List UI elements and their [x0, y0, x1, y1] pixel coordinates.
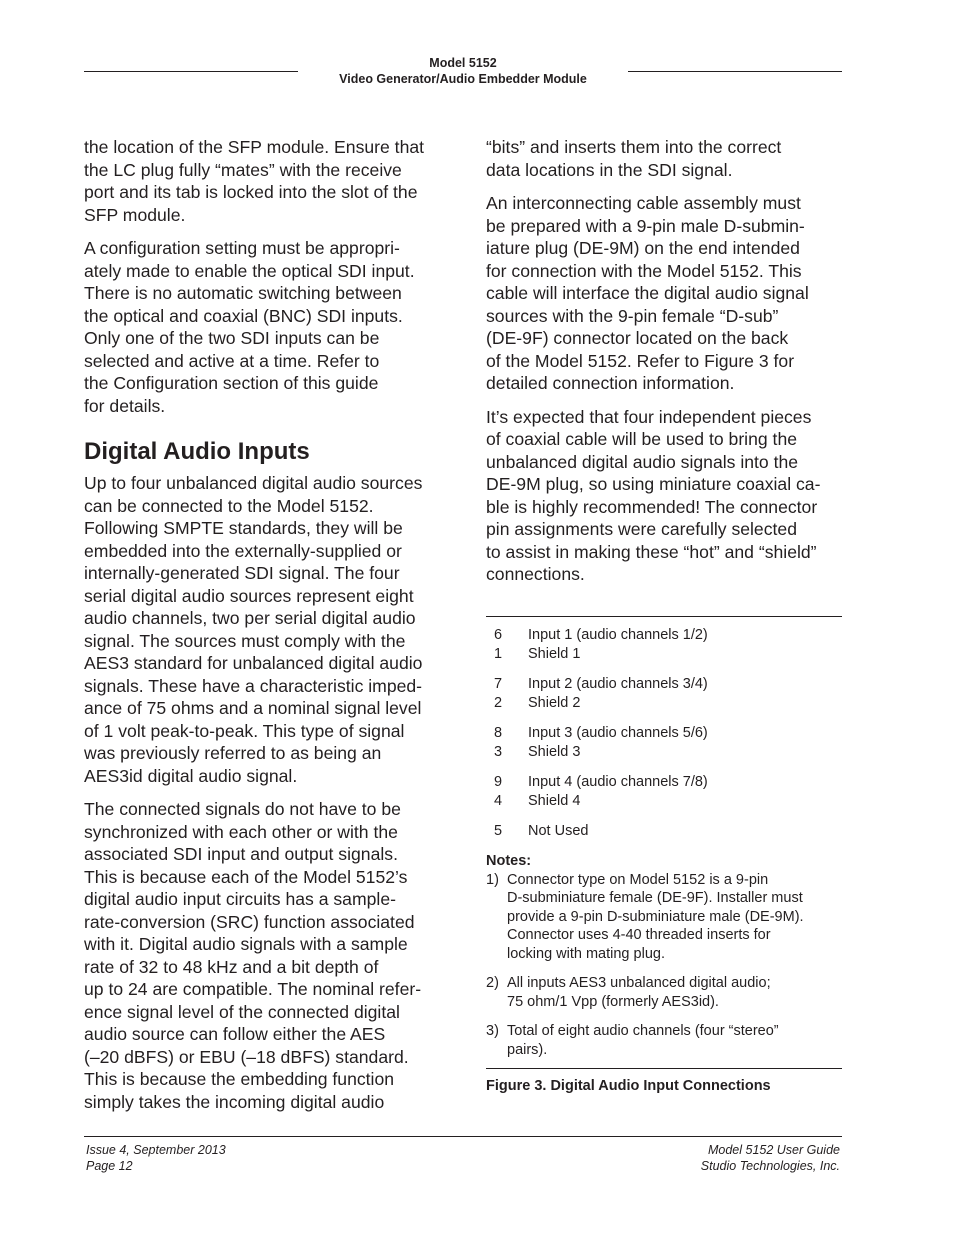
text-line: This is because each of the Model 5152’s [84, 866, 408, 887]
paragraph [84, 136, 449, 226]
pin-group [486, 822, 842, 841]
pin-row [486, 773, 842, 792]
text-line: Total of eight audio channels (four “stereo” [507, 1023, 779, 1039]
text-line: embedded into the externally-supplied or [84, 540, 402, 561]
page-header [298, 55, 628, 87]
text-line: SFP module. [84, 204, 186, 225]
text-line: iature plug (DE-9M) on the end intended [486, 238, 800, 258]
text-line: rate-conversion (SRC) function associated [84, 911, 415, 932]
text-line: the location of the SFP module. Ensure that [84, 137, 425, 157]
pin-number: 1 [494, 646, 503, 662]
pin-number: 9 [494, 774, 503, 790]
header-rule-left [84, 71, 298, 72]
pin-number: 2 [494, 695, 503, 711]
footer-rule [84, 1136, 842, 1137]
text-line: sources with the 9-pin female “D-sub” [486, 305, 779, 326]
pin-row [486, 724, 842, 743]
notes-list [486, 871, 842, 1060]
text-line: signal. The sources must comply with the [84, 630, 406, 651]
pin-row [486, 694, 842, 713]
pin-assignment-list [486, 626, 842, 841]
text-line: the Configuration section of this guide [84, 373, 379, 393]
paragraph [486, 192, 846, 395]
text-line: associated SDI input and output signals. [84, 844, 398, 864]
text-line: All inputs AES3 unbalanced digital audio; [507, 975, 771, 991]
text-line: ance of 75 ohms and a nominal signal level [84, 698, 422, 718]
paragraph [84, 237, 449, 417]
text-line: A configuration setting must be appropri- [84, 238, 400, 258]
pin-label: Shield 2 [528, 695, 581, 711]
text-line: ence signal level of the connected digital [84, 1001, 400, 1022]
pin-label: Shield 3 [528, 744, 581, 760]
text-line: Up to four unbalanced digital audio sources [84, 473, 423, 493]
text-line: D-subminiature female (DE-9F). Installer must [507, 890, 803, 906]
pin-label: Not Used [528, 823, 589, 839]
note-item [486, 871, 842, 964]
text-line: pin assignments were carefully selected [486, 519, 797, 539]
text-line: simply takes the incoming digital audio [84, 1091, 385, 1112]
text-line: rate of 32 to 48 kHz and a bit depth of [84, 956, 379, 977]
note-item [486, 1022, 842, 1059]
text-line: the optical and coaxial (BNC) SDI inputs. [84, 305, 403, 326]
paragraph [84, 798, 449, 1113]
paragraph [486, 136, 846, 181]
notes-heading: Notes: [486, 853, 532, 869]
pin-row [486, 743, 842, 762]
pin-row [486, 675, 842, 694]
footer-page-number: Page 12 [86, 1159, 133, 1173]
text-line: provide a 9-pin D-subminiature male (DE-9M). [507, 908, 804, 925]
header-model: Model 5152 [429, 56, 497, 70]
text-line: 75 ohm/1 Vpp (formerly AES3id). [507, 993, 719, 1010]
text-line: DE-9M plug, so using miniature coaxial ca- [486, 474, 821, 494]
pin-number: 7 [494, 676, 503, 692]
text-line: be prepared with a 9-pin male D-submin- [486, 215, 805, 236]
pin-number: 4 [494, 793, 503, 809]
text-line: (DE-9F) connector located on the back [486, 328, 789, 348]
pin-row [486, 792, 842, 811]
text-line: ately made to enable the optical SDI input. [84, 260, 415, 281]
figure-caption: Figure 3. Digital Audio Input Connections [486, 1078, 771, 1094]
pin-row [486, 626, 842, 645]
text-line: unbalanced digital audio signals into the [486, 451, 799, 472]
text-line: ble is highly recommended! The connector [486, 496, 818, 517]
note-text [507, 974, 771, 1011]
pin-label: Shield 4 [528, 793, 581, 809]
text-line: Connector type on Model 5152 is a 9-pin [507, 871, 769, 888]
section-heading: Digital Audio Inputs [84, 438, 310, 465]
left-column [84, 136, 449, 1113]
text-line: Only one of the two SDI inputs can be [84, 328, 380, 348]
text-line: audio source can follow either the AES [84, 1024, 386, 1044]
text-line: for details. [84, 395, 166, 416]
pin-label: Shield 1 [528, 646, 581, 662]
footer-issue: Issue 4, September 2013 [86, 1143, 226, 1157]
pin-number: 5 [494, 823, 503, 839]
text-line: internally-generated SDI signal. The four [84, 563, 400, 583]
note-number: 2) [486, 975, 499, 991]
pin-number: 3 [494, 744, 503, 760]
text-line: for connection with the Model 5152. This [486, 260, 802, 281]
text-line: locking with mating plug. [507, 945, 665, 962]
right-column [486, 136, 846, 586]
pin-number: 8 [494, 725, 503, 741]
text-line: pairs). [507, 1041, 548, 1058]
note-number: 3) [486, 1023, 499, 1039]
text-line: serial digital audio sources represent eight [84, 585, 414, 606]
note-number: 1) [486, 871, 499, 888]
pin-label: Input 2 (audio channels 3/4) [528, 676, 708, 692]
text-line: connections. [486, 564, 585, 584]
pin-label: Input 3 (audio channels 5/6) [528, 725, 708, 741]
text-line: data locations in the SDI signal. [486, 159, 733, 180]
pin-row [486, 645, 842, 664]
pin-row [486, 822, 842, 841]
header-subtitle: Video Generator/Audio Embedder Module [339, 72, 587, 86]
footer-left [86, 1142, 226, 1174]
text-line: was previously referred to as being an [84, 743, 382, 763]
text-line: port and its tab is locked into the slot of the [84, 182, 418, 202]
text-line: The connected signals do not have to be [84, 799, 401, 819]
figure-bottom-rule [486, 1068, 842, 1069]
pin-label: Input 4 (audio channels 7/8) [528, 774, 708, 790]
text-line: AES3id digital audio signal. [84, 765, 298, 786]
text-line: digital audio input circuits has a sample- [84, 889, 396, 909]
text-line: “bits” and inserts them into the correct [486, 137, 782, 157]
pin-group [486, 626, 842, 664]
pin-group [486, 773, 842, 811]
text-line: up to 24 are compatible. The nominal refer- [84, 979, 422, 999]
text-line: Connector uses 4-40 threaded inserts for [507, 927, 771, 943]
text-line: (–20 dBFS) or EBU (–18 dBFS) standard. [84, 1046, 409, 1067]
text-line: An interconnecting cable assembly must [486, 193, 801, 213]
text-line: signals. These have a characteristic imped- [84, 675, 423, 696]
pin-label: Input 1 (audio channels 1/2) [528, 627, 708, 643]
pin-group [486, 675, 842, 713]
text-line: Following SMPTE standards, they will be [84, 518, 403, 538]
header-rule-right [628, 71, 842, 72]
paragraph [486, 406, 846, 586]
pin-group [486, 724, 842, 762]
text-line: synchronized with each other or with the [84, 821, 398, 842]
figure-notes [486, 852, 842, 1059]
pin-number: 6 [494, 627, 503, 643]
text-line: of coaxial cable will be used to bring the [486, 429, 798, 449]
note-text [507, 871, 804, 964]
text-line: It’s expected that four independent pieces [486, 406, 812, 427]
footer-company: Studio Technologies, Inc. [700, 1159, 840, 1173]
figure-3 [486, 616, 842, 1096]
text-line: detailed connection information. [486, 373, 735, 393]
text-line: selected and active at a time. Refer to [84, 350, 380, 371]
text-line: This is because the embedding function [84, 1069, 395, 1089]
text-line: can be connected to the Model 5152. [84, 495, 374, 516]
text-line: to assist in making these “hot” and “shield” [486, 541, 817, 562]
figure-top-rule [486, 616, 842, 617]
footer-right [701, 1142, 840, 1174]
text-line: of the Model 5152. Refer to Figure 3 for [486, 350, 795, 371]
text-line: of 1 volt peak-to-peak. This type of signal [84, 720, 405, 741]
text-line: audio channels, two per serial digital audio [84, 608, 416, 628]
text-line: cable will interface the digital audio signal [486, 283, 809, 303]
note-text [507, 1022, 779, 1059]
paragraph [84, 472, 449, 787]
footer-guide-title: Model 5152 User Guide [707, 1143, 840, 1157]
text-line: There is no automatic switching between [84, 283, 402, 303]
note-item [486, 974, 842, 1011]
text-line: the LC plug fully “mates” with the receive [84, 159, 402, 180]
text-line: with it. Digital audio signals with a sample [84, 934, 408, 954]
text-line: AES3 standard for unbalanced digital audio [84, 653, 423, 673]
